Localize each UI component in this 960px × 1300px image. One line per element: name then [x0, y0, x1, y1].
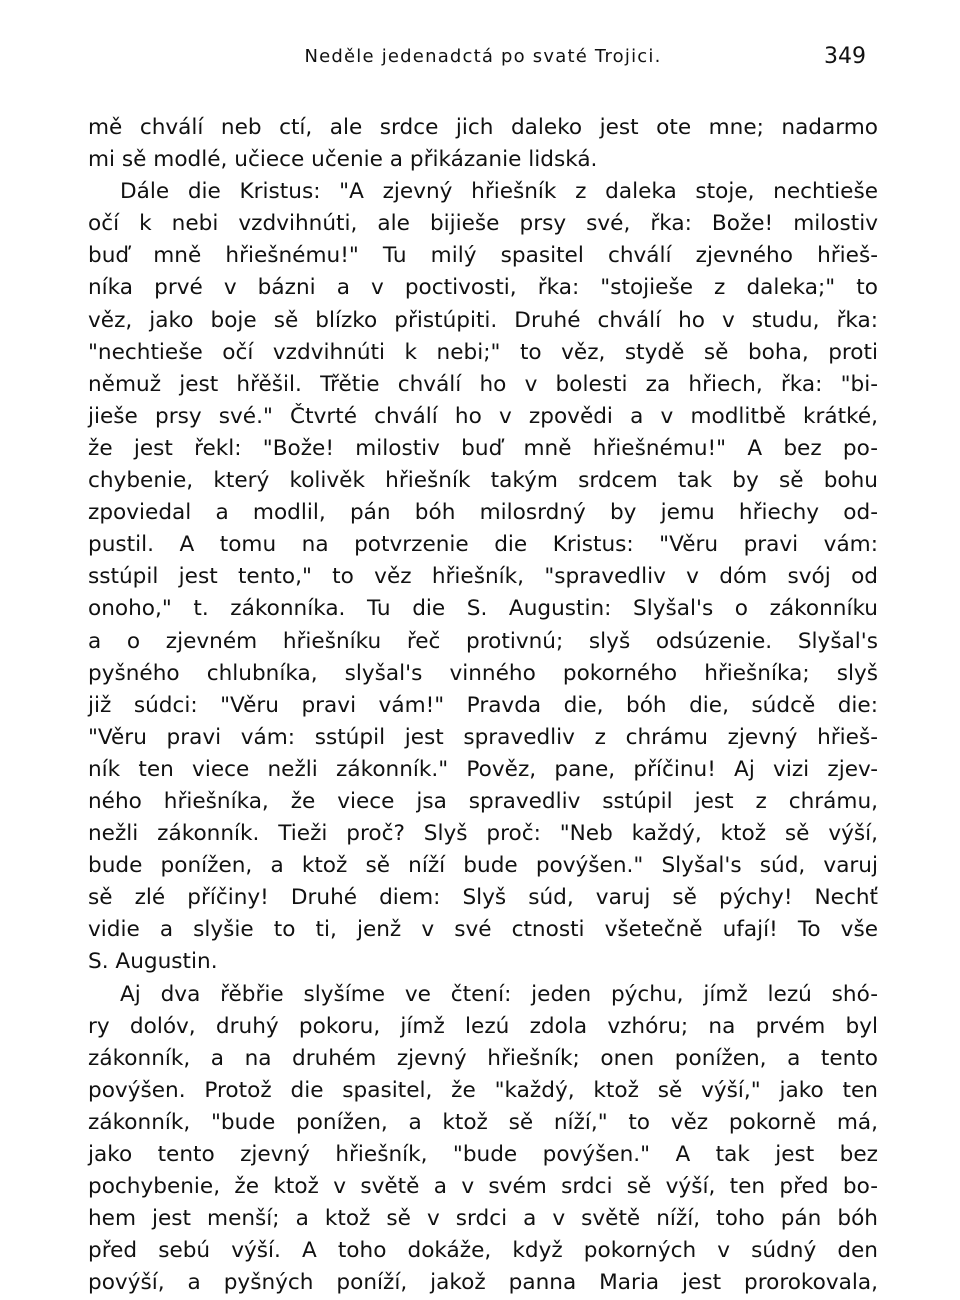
text-line: povýšen. Protož die spasitel, že "každý, ktož sě výší," jako ten — [88, 1077, 878, 1103]
body-text — [88, 112, 878, 1299]
text-line: zákonník, "bude ponížen, a ktož sě níží," to věz pokorně má, — [88, 1109, 878, 1135]
text-line: před sebú výší. A toho dokáže, když pokorných v súdný den — [88, 1238, 878, 1264]
text-line: Aj dva řěbřie slyšíme ve čtení: jeden pýchu, jímž lezú shó- — [120, 981, 878, 1007]
text-line: pochybenie, že ktož v světě a v svém srdci sě výší, ten před bo- — [88, 1174, 878, 1200]
text-line: buď mně hřiešnému!" Tu milý spasitel chválí zjevného hřieš- — [88, 243, 878, 269]
running-header — [88, 42, 878, 82]
text-line: pyšného chlubníka, slyšal's vinného pokorného hřiešníka; slyš — [88, 660, 878, 686]
text-line: a o zjevném hřiešníku řeč protivnú; slyš odsúzenie. Slyšal's — [88, 628, 878, 654]
page-number: 349 — [824, 44, 866, 69]
text-line: nežli zákonník. Tieži proč? Slyš proč: "Neb každý, ktož sě výší, — [88, 821, 878, 847]
text-line: "nechtieše očí vzdvihnúti k nebi;" to věz, stydě sě boha, proti — [88, 339, 878, 365]
text-line: níka prvé v bázni a v poctivosti, řka: "stojieše z daleka;" to — [88, 275, 878, 301]
text-line: Dále die Kristus: "A zjevný hřiešník z daleka stoje, nechtieše — [120, 179, 878, 205]
text-line: věz, jako boje sě blízko přistúpiti. Druhé chválí ho v studu, řka: — [88, 307, 878, 333]
text-line: ry dolóv, druhý pokoru, jímž lezú zdola vzhóru; na prvém byl — [88, 1013, 878, 1039]
text-line: zpoviedal a modlil, pán bóh milosrdný by jemu hřiechy od- — [88, 500, 878, 526]
text-line: jako tento zjevný hřiešník, "bude povýšen." A tak jest bez — [88, 1142, 878, 1167]
text-line: jieše prsy své." Čtvrté chválí ho v zpovědi a v modlitbě krátké, — [88, 403, 878, 429]
text-line: onoho," t. zákonníka. Tu die S. Augustin: Slyšal's o zákonníku — [88, 596, 878, 622]
text-line: "Věru pravi vám: sstúpil jest spravedliv z chrámu zjevný hřieš- — [88, 724, 878, 750]
text-line: němuž jest hřěšil. Třětie chválí ho v bolesti za hřiech, řka: "bi- — [88, 371, 878, 397]
text-line: již súdci: "Věru pravi vám!" Pravda die, bóh die, súdcě die: — [88, 692, 878, 718]
text-line: že jest řekl: "Bože! milostiv buď mně hřiešnému!" A bez po- — [88, 435, 878, 461]
text-line: hem jest menší; a ktož sě v srdci a v světě níží, toho pán bóh — [88, 1206, 878, 1232]
text-line: S. Augustin. — [88, 949, 218, 975]
text-line: ník ten viece nežli zákonník." Pověz, pane, příčinu! Aj vizi zjev- — [88, 756, 878, 782]
text-line: sě zlé příčiny! Druhé diem: Slyš súd, varuj sě pýchy! Nechť — [88, 885, 878, 911]
text-line: mi sě modlé, učiece učenie a přikázanie lidská. — [88, 147, 598, 173]
chapter-title: Neděle jedenadctá po svaté Trojici. — [304, 46, 662, 67]
text-line: ného hřiešníka, že viece jsa spravedliv sstúpil jest z chrámu, — [88, 788, 878, 814]
text-line: očí k nebi vzdvihnúti, ale bijieše prsy své, řka: Bože! milostiv — [88, 211, 878, 237]
text-line: vidie a slyšie to ti, jenž v své ctnosti všetečně ufají! To vše — [88, 917, 878, 943]
text-line: zákonník, a na druhém zjevný hřiešník; onen ponížen, a tento — [88, 1045, 878, 1071]
text-line: povýší, a pyšných poníží, jakož panna Maria jest prorokovala, — [88, 1270, 878, 1296]
text-line: chybenie, který kolivěk hřiešník takým srdcem tak by sě bohu — [88, 468, 878, 494]
text-line: sstúpil jest tento," to věz hřiešník, "spravedliv v dóm svój od — [88, 564, 878, 590]
text-line: mě chválí neb ctí, ale srdce jich daleko jest ote mne; nadarmo — [88, 115, 878, 140]
text-line: pustil. A tomu na potvrzenie die Kristus: "Věru pravi vám: — [88, 532, 878, 558]
text-line: bude ponížen, a ktož sě níží bude povýšen." Slyšal's súd, varuj — [88, 853, 878, 879]
